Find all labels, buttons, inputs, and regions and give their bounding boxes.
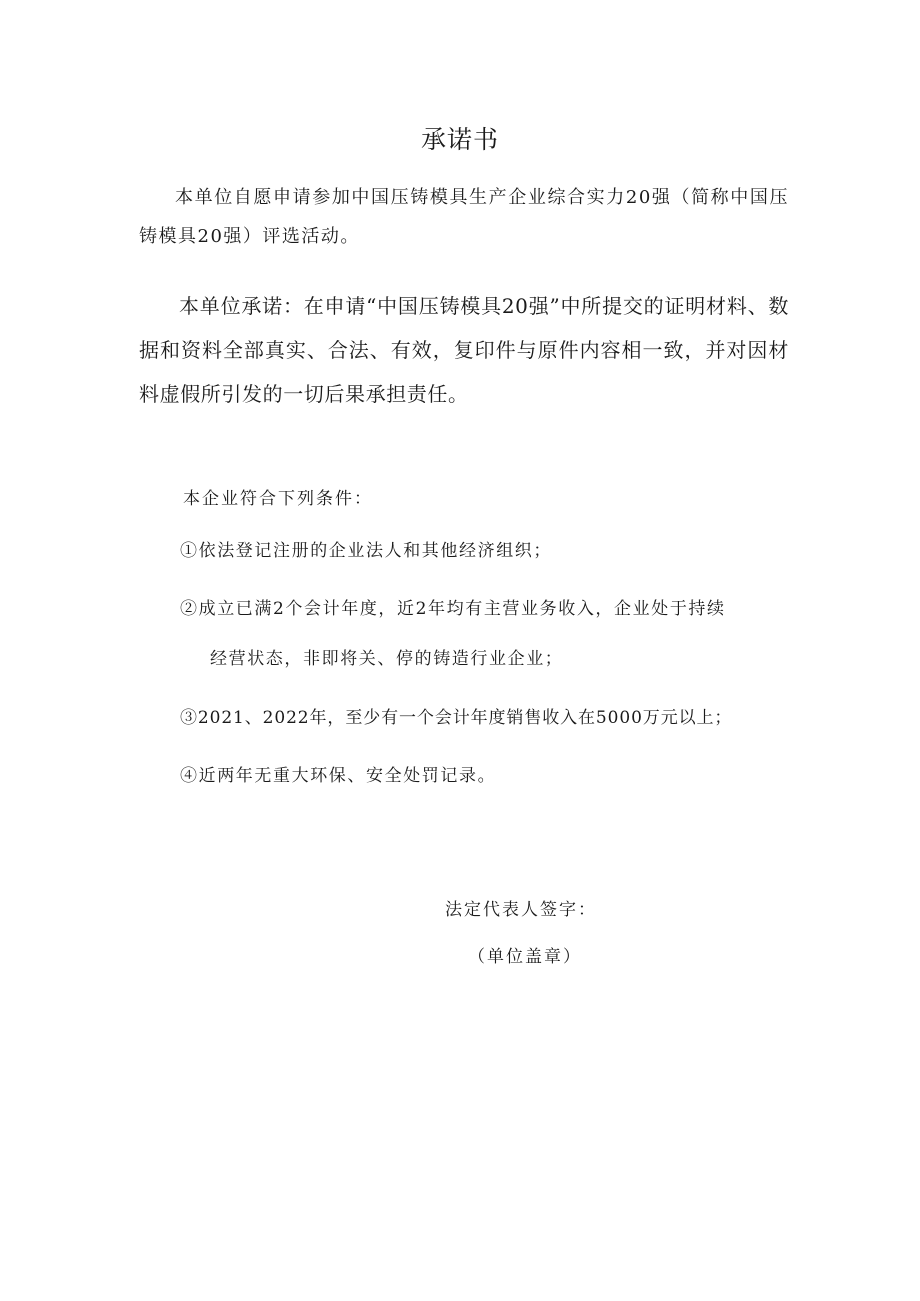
signature-label: 法定代表人签字： (445, 900, 597, 920)
condition-item: ④近两年无重大环保、安全处罚记录。 (180, 766, 497, 786)
seal-label: （单位盖章） (468, 947, 582, 967)
pledge-paragraph: 本单位承诺：在申请“中国压铸模具20强”中所提交的证明材料、数据和资料全部真实、合法、有效，复印件与原件内容相一致，并对因材料虚假所引发的一切后果承担责任。 (139, 294, 789, 406)
intro-paragraph: 本单位自愿申请参加中国压铸模具生产企业综合实力20强（简称中国压铸模具20强）评选活动。 (139, 187, 789, 247)
condition-item-continuation: 经营状态，非即将关、停的铸造行业企业； (210, 649, 564, 669)
document-title: 承诺书 (420, 125, 499, 154)
condition-item: ①依法登记注册的企业法人和其他经济组织； (180, 541, 552, 561)
condition-item: ②成立已满2个会计年度，近2年均有主营业务收入，企业处于持续 (180, 599, 726, 619)
condition-item: ③2021、2022年，至少有一个会计年度销售收入在5000万元以上； (180, 708, 733, 728)
conditions-heading: 本企业符合下列条件： (183, 489, 373, 509)
